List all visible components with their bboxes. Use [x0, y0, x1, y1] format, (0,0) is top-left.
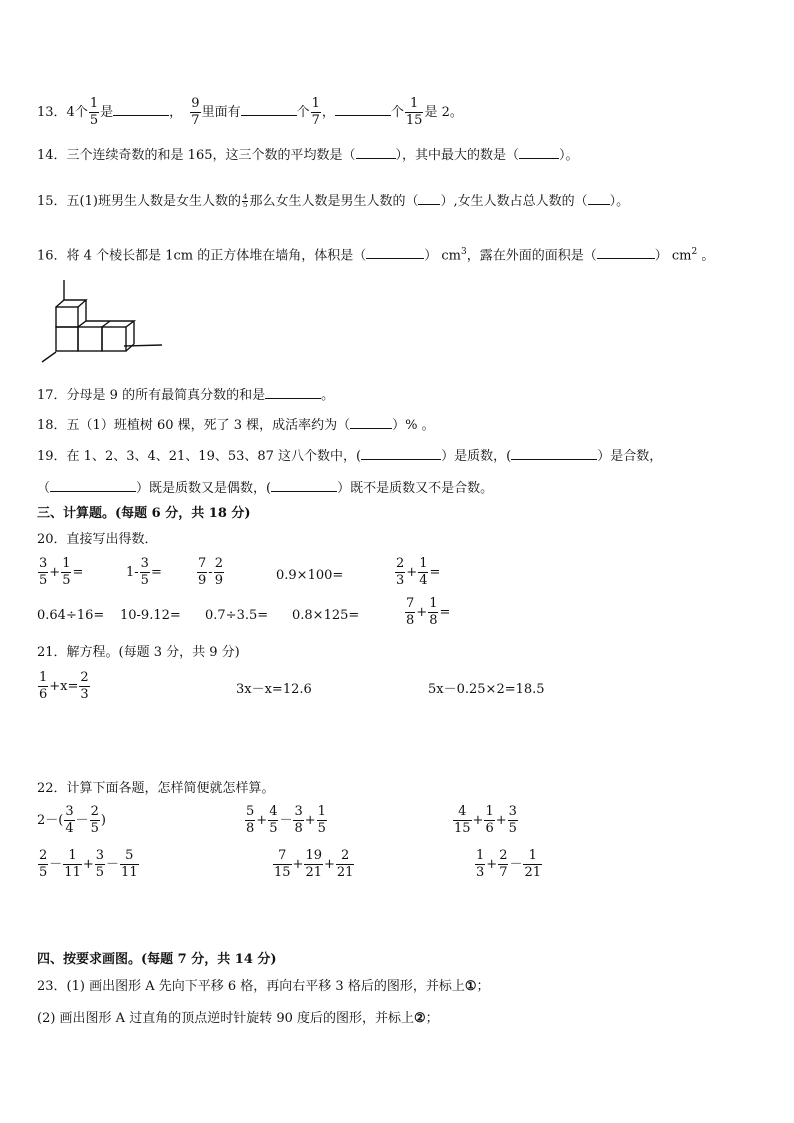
answer-blank[interactable] — [241, 101, 297, 116]
q20-row1-c: $\frac{7}{9}$ - $\frac{2}{9}$ — [198, 556, 223, 588]
q20-row1-d: 0.9×100= — [276, 568, 344, 583]
answer-blank[interactable] — [511, 445, 597, 460]
fraction: $\frac{9}{7}$ — [191, 96, 200, 128]
fraction: $\frac{1}{15}$ — [405, 96, 423, 128]
question-21-title: 21．解方程。(每题 3 分，共 9 分) — [37, 645, 240, 660]
q22-c2: $\frac{1}{3}$ + $\frac{2}{7}$ － $\frac{1}{21}$ — [476, 848, 542, 880]
question-16: 16．将 4 个棱长都是 1cm 的正方体堆在墙角，体积是（ ） $cm^3$，露在外面的面积是（ ） $cm^2$ 。 — [37, 242, 714, 266]
q22-b1: $\frac{5}{8}$ + $\frac{4}{5}$ － $\frac{3}{8}$ + $\frac{1}{5}$ — [246, 804, 326, 836]
question-18: 18．五（1）班植树 60 棵，死了 3 棵，成活率约为（ ）% 。 — [37, 414, 435, 436]
q21-eq2: 3x－x=12.6 — [236, 682, 312, 697]
circled-number-1: ① — [464, 979, 477, 994]
answer-blank[interactable] — [361, 445, 441, 460]
fraction: $\frac{1}{5}$ — [89, 96, 99, 128]
answer-blank[interactable] — [335, 101, 391, 116]
q20-row2-e: $\frac{7}{8}$ + $\frac{1}{8}$ = — [406, 596, 451, 628]
q22-b2: $\frac{7}{15}$ + $\frac{19}{21}$ + $\frac{2}{21}$ — [274, 848, 354, 880]
answer-blank[interactable] — [265, 384, 321, 399]
question-23-part2: (2) 画出图形 A 过直角的顶点逆时针旋转 90 度后的图形，并标上②； — [37, 1011, 439, 1026]
question-17: 17．分母是 9 的所有最简真分数的和是 。 — [37, 384, 334, 406]
answer-blank[interactable] — [350, 414, 392, 429]
q20-row2-b: 10-9.12= — [120, 608, 181, 623]
answer-blank[interactable] — [271, 477, 337, 492]
question-20-title: 20．直接写出得数． — [37, 532, 158, 547]
q20-row2-c: 0.7÷3.5= — [205, 608, 269, 623]
q20-row2-a: 0.64÷16= — [37, 608, 105, 623]
answer-blank[interactable] — [588, 190, 610, 205]
question-14: 14．三个连续奇数的和是 165，这三个数的平均数是（ ），其中最大的数是（ ）。 — [37, 144, 579, 166]
question-19-line1: 19．在 1、2、3、4、21、19、53、87 这八个数中，( ）是质数，( ）是合数， — [37, 445, 662, 467]
q21-eq1: $\frac{1}{6}$ +x= $\frac{2}{3}$ — [39, 670, 89, 702]
q22-a1: 2－( $\frac{3}{4}$ － $\frac{2}{5}$ ) — [37, 804, 106, 836]
q20-row2-d: 0.8×125= — [292, 608, 360, 623]
question-19-line2: （ ）既是质数又是偶数，( ）既不是质数又不是合数。 — [37, 477, 493, 499]
answer-blank[interactable] — [418, 190, 440, 205]
section-4-title: 四、按要求画图。(每题 7 分，共 14 分) — [37, 952, 277, 967]
q20-row1-b: 1- $\frac{3}{5}$ = — [126, 556, 162, 588]
answer-blank[interactable] — [597, 244, 655, 259]
section-3-title: 三、计算题。(每题 6 分，共 18 分) — [37, 506, 251, 521]
answer-blank[interactable] — [113, 101, 169, 116]
fraction: $\frac{4}{5}$ — [242, 193, 248, 209]
circled-number-2: ② — [414, 1011, 426, 1026]
answer-blank[interactable] — [519, 144, 559, 159]
question-23-part1: 23．(1) 画出图形 A 先向下平移 6 格，再向右平移 3 格后的图形，并标上①； — [37, 979, 490, 994]
q22-a2: $\frac{2}{5}$ － $\frac{1}{11}$ + $\frac{3}{5}$ － $\frac{5}{11}$ — [39, 848, 138, 880]
answer-blank[interactable] — [366, 244, 424, 259]
q22-c1: $\frac{4}{15}$ + $\frac{1}{6}$ + $\frac{3}{5}$ — [454, 804, 517, 836]
q21-eq3: 5x－0.25×2=18.5 — [428, 682, 545, 697]
q20-row1-e: $\frac{2}{3}$ + $\frac{1}{4}$ = — [396, 556, 441, 588]
q20-row1-a: $\frac{3}{5}$ + $\frac{1}{5}$ = — [39, 556, 84, 588]
fraction: $\frac{1}{7}$ — [311, 96, 320, 128]
answer-blank[interactable] — [50, 477, 136, 492]
question-13: 13．4个 $\frac{1}{5}$ 是 ， $\frac{9}{7}$ 里面有 个 $\frac{1}{7}$ ， 个 $\frac{1}{15}$ 是 2。 — [37, 96, 463, 128]
question-22-title: 22．计算下面各题，怎样简便就怎样算。 — [37, 781, 275, 796]
question-15: 15．五(1)班男生人数是女生人数的 $\frac{4}{5}$ 那么女生人数是男生人数的（ ）,女生人数占总人数的（ ）。 — [37, 190, 629, 212]
cubes-figure — [38, 280, 168, 365]
answer-blank[interactable] — [356, 144, 396, 159]
